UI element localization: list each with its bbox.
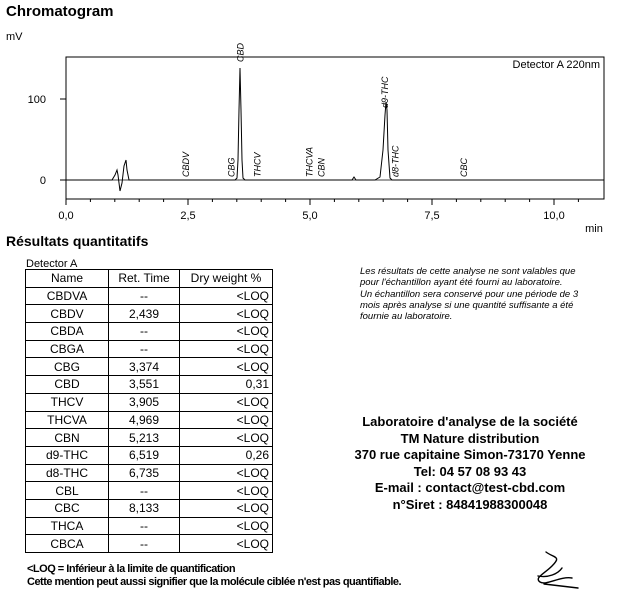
x-tick-label: 2,5 — [180, 210, 196, 222]
table-row — [26, 429, 273, 447]
peak-label-d8-thc: d8-THC — [390, 145, 401, 177]
cell-dry-weight: <LOQ — [180, 499, 273, 517]
cell-name: CBDV — [26, 305, 109, 323]
results-table — [25, 269, 273, 553]
cell-ret-time: 6,519 — [109, 446, 180, 464]
cell-name: THCA — [26, 517, 109, 535]
loq-footnote — [27, 563, 401, 589]
table-row — [26, 376, 273, 394]
cell-name: d8-THC — [26, 464, 109, 482]
table-row — [26, 323, 273, 341]
table-detector-label: Detector A — [26, 258, 78, 270]
cell-dry-weight: <LOQ — [180, 535, 273, 553]
footnote-line: <LOQ = Inférieur à la limite de quantification — [27, 563, 236, 575]
cell-dry-weight: <LOQ — [180, 393, 273, 411]
note-paragraph: Les résultats de cette analyse ne sont valables que pour l'échantillon ayant été fourni au laboratoire. — [360, 266, 576, 289]
results-table-body — [26, 287, 273, 552]
cell-ret-time: -- — [109, 323, 180, 341]
chart-title: Chromatogram — [6, 3, 114, 20]
lab-address: 370 rue capitaine Simon-73170 Yenne — [354, 447, 586, 462]
cell-name: CBDVA — [26, 287, 109, 305]
table-row — [26, 446, 273, 464]
cell-name: CBD — [26, 376, 109, 394]
results-title: Résultats quantitatifs — [6, 233, 149, 249]
cell-name: CBG — [26, 358, 109, 376]
cell-name: CBCA — [26, 535, 109, 553]
table-row — [26, 464, 273, 482]
table-row — [26, 358, 273, 376]
cell-name: CBGA — [26, 340, 109, 358]
x-ticks-minor — [90, 199, 578, 202]
table-row — [26, 287, 273, 305]
disclaimer-note — [360, 266, 590, 322]
header-ret-time: Ret. Time — [109, 270, 180, 288]
table-row — [26, 535, 273, 553]
cell-ret-time: 5,213 — [109, 429, 180, 447]
cell-dry-weight: <LOQ — [180, 358, 273, 376]
x-tick-label: 5,0 — [302, 210, 318, 222]
x-tick-label: 7,5 — [424, 210, 440, 222]
company-name: TM Nature distribution — [400, 430, 540, 446]
table-row — [26, 340, 273, 358]
cell-ret-time: 3,905 — [109, 393, 180, 411]
table-row — [26, 393, 273, 411]
header-name: Name — [26, 270, 109, 288]
cell-ret-time: -- — [109, 340, 180, 358]
signature-icon — [532, 548, 582, 592]
peak-label-cbn: CBN — [316, 157, 327, 177]
lab-info — [322, 414, 618, 513]
cell-dry-weight: <LOQ — [180, 517, 273, 535]
cell-ret-time: 4,969 — [109, 411, 180, 429]
peak-label-thcva: THCVA — [304, 146, 315, 177]
cell-dry-weight: <LOQ — [180, 464, 273, 482]
cell-dry-weight: <LOQ — [180, 429, 273, 447]
cell-dry-weight: <LOQ — [180, 287, 273, 305]
x-tick-label: 10,0 — [543, 210, 565, 222]
peak-label-cbg: CBG — [226, 157, 237, 177]
cell-name: THCVA — [26, 411, 109, 429]
cell-ret-time: 3,551 — [109, 376, 180, 394]
cell-dry-weight: <LOQ — [180, 305, 273, 323]
cell-name: d9-THC — [26, 446, 109, 464]
x-tick-label: 0,0 — [58, 210, 74, 222]
cell-dry-weight: 0,31 — [180, 376, 273, 394]
peak-label-thcv: THCV — [252, 152, 263, 177]
peak-label-cbc: CBC — [458, 157, 469, 177]
peak-label-cbd: CBD — [235, 42, 246, 62]
cell-ret-time: -- — [109, 287, 180, 305]
cell-name: CBN — [26, 429, 109, 447]
table-row — [26, 411, 273, 429]
cell-dry-weight: <LOQ — [180, 482, 273, 500]
y-tick-label: 0 — [39, 175, 46, 187]
cell-dry-weight: <LOQ — [180, 340, 273, 358]
cell-ret-time: 8,133 — [109, 499, 180, 517]
table-row — [26, 499, 273, 517]
cell-name: CBC — [26, 499, 109, 517]
y-tick-label: 100 — [27, 94, 46, 106]
lab-name: Laboratoire d'analyse de la société — [362, 414, 578, 429]
header-dry-weight: Dry weight % — [180, 270, 273, 288]
y-axis-label: mV — [6, 31, 23, 43]
table-row — [26, 517, 273, 535]
plot-frame — [66, 57, 604, 199]
lab-siret: n°Siret : 84841988300048 — [392, 496, 548, 512]
y-ticks — [28, 94, 66, 187]
table-row — [26, 305, 273, 323]
table-row — [26, 482, 273, 500]
cell-ret-time: 2,439 — [109, 305, 180, 323]
chromatogram-chart — [0, 0, 635, 240]
cell-name: THCV — [26, 393, 109, 411]
lab-email: E-mail : contact@test-cbd.com — [374, 480, 566, 495]
cell-dry-weight: 0,26 — [180, 446, 273, 464]
cell-dry-weight: <LOQ — [180, 323, 273, 341]
cell-name: CBL — [26, 482, 109, 500]
table-header-row — [26, 270, 273, 288]
detector-label-chart: Detector A 220nm — [512, 59, 600, 71]
peak-label-d9-thc: d9-THC — [380, 76, 391, 108]
cell-ret-time: -- — [109, 535, 180, 553]
footnote-line: Cette mention peut aussi signifier que la molécule ciblée n'est pas quantifiable. — [27, 576, 402, 588]
lab-phone: Tel: 04 57 08 93 43 — [413, 463, 527, 479]
cell-ret-time: 6,735 — [109, 464, 180, 482]
cell-dry-weight: <LOQ — [180, 411, 273, 429]
cell-name: CBDA — [26, 323, 109, 341]
peak-labels — [181, 42, 469, 177]
signal-trace — [66, 68, 604, 191]
note-paragraph: Un échantillon sera conservé pour une période de 3 mois après analyse si une quantité suffisante a été fournie au laboratoire. — [360, 288, 579, 323]
x-axis-label: min — [585, 223, 603, 235]
x-ticks — [58, 199, 578, 222]
cell-ret-time: 3,374 — [109, 358, 180, 376]
peak-label-cbdv: CBDV — [181, 151, 192, 177]
cell-ret-time: -- — [109, 482, 180, 500]
cell-ret-time: -- — [109, 517, 180, 535]
